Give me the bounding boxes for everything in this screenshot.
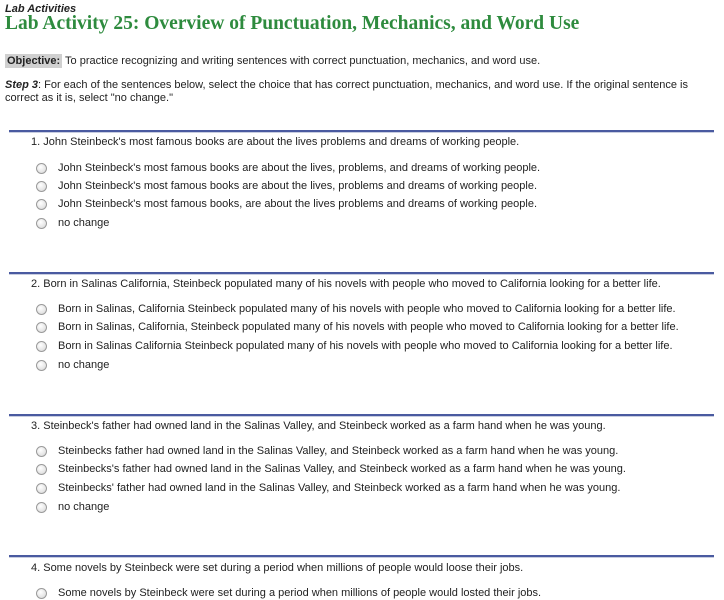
question-4: 4. Some novels by Steinbeck were set during a period when millions of people would loose their jobs. [31,562,524,574]
step-text: : For each of the sentences below, select the choice that has correct punctuation, mechanics, and word use. If the original sentence is correct as it is, select "no change." [5,79,688,104]
option-label: Steinbecks' father had owned land in the Salinas Valley, and Steinbeck worked as a farm hand when he was young. [58,482,621,494]
option-label: no change [58,217,110,229]
option-label: John Steinbeck's most famous books, are about the lives problems and dreams of working people. [58,198,538,210]
radio-button[interactable] [36,163,47,174]
option-label: Steinbecks father had owned land in the Salinas Valley, and Steinbeck worked as a farm hand when he was young. [58,445,619,457]
option-label: Steinbecks's father had owned land in the Salinas Valley, and Steinbeck worked as a farm hand when he was young. [58,463,626,475]
radio-button[interactable] [36,341,47,352]
option-label: no change [58,359,110,371]
radio-button[interactable] [36,199,47,210]
option-label: no change [58,501,110,513]
divider [9,272,714,275]
step-label: Step 3 [5,79,39,91]
question-2: 2. Born in Salinas California, Steinbeck populated many of his novels with people who moved to California looking for a better life. [31,278,661,290]
radio-button[interactable] [36,322,47,333]
q3-option-a[interactable] [36,444,619,458]
q1-option-c[interactable] [36,197,538,211]
radio-button[interactable] [36,181,47,192]
radio-button[interactable] [36,360,47,371]
option-label: John Steinbeck's most famous books are about the lives, problems and dreams of working people. [58,180,538,192]
radio-button[interactable] [36,483,47,494]
q3-option-no-change[interactable] [36,500,110,514]
radio-button[interactable] [36,588,47,599]
radio-button[interactable] [36,218,47,229]
q2-option-c[interactable] [36,339,673,353]
q1-option-a[interactable] [36,161,541,175]
page-title: Lab Activity 25: Overview of Punctuation, Mechanics, and Word Use [5,13,580,34]
objective-label: Objective: [7,55,61,67]
divider [9,555,714,558]
question-3: 3. Steinbeck's father had owned land in the Salinas Valley, and Steinbeck worked as a farm hand when he was young. [31,420,606,432]
divider [9,414,714,417]
radio-button[interactable] [36,502,47,513]
q2-option-no-change[interactable] [36,358,110,372]
objective-text: To practice recognizing and writing sentences with correct punctuation, mechanics, and word use. [62,55,541,67]
objective [5,55,540,67]
instructions [5,79,720,105]
option-label: Born in Salinas California Steinbeck populated many of his novels with people who moved to California looking for a better life. [58,340,673,352]
radio-button[interactable] [36,304,47,315]
q3-option-c[interactable] [36,481,621,495]
q2-option-a[interactable] [36,302,676,316]
divider [9,130,714,133]
q4-option-a[interactable] [36,586,542,600]
section-label: Lab Activities [5,3,77,15]
q1-option-b[interactable] [36,179,538,193]
q3-option-b[interactable] [36,462,626,476]
q1-option-no-change[interactable] [36,216,110,230]
option-label: Born in Salinas, California Steinbeck populated many of his novels with people who moved to California looking for a better life. [58,303,676,315]
radio-button[interactable] [36,464,47,475]
question-1: 1. John Steinbeck's most famous books are about the lives problems and dreams of working people. [31,136,520,148]
option-label: John Steinbeck's most famous books are about the lives, problems, and dreams of working people. [58,162,541,174]
option-label: Born in Salinas, California, Steinbeck populated many of his novels with people who moved to California looking for a better life. [58,321,679,333]
q2-option-b[interactable] [36,320,679,334]
radio-button[interactable] [36,446,47,457]
option-label: Some novels by Steinbeck were set during a period when millions of people would losted their jobs. [58,587,542,599]
